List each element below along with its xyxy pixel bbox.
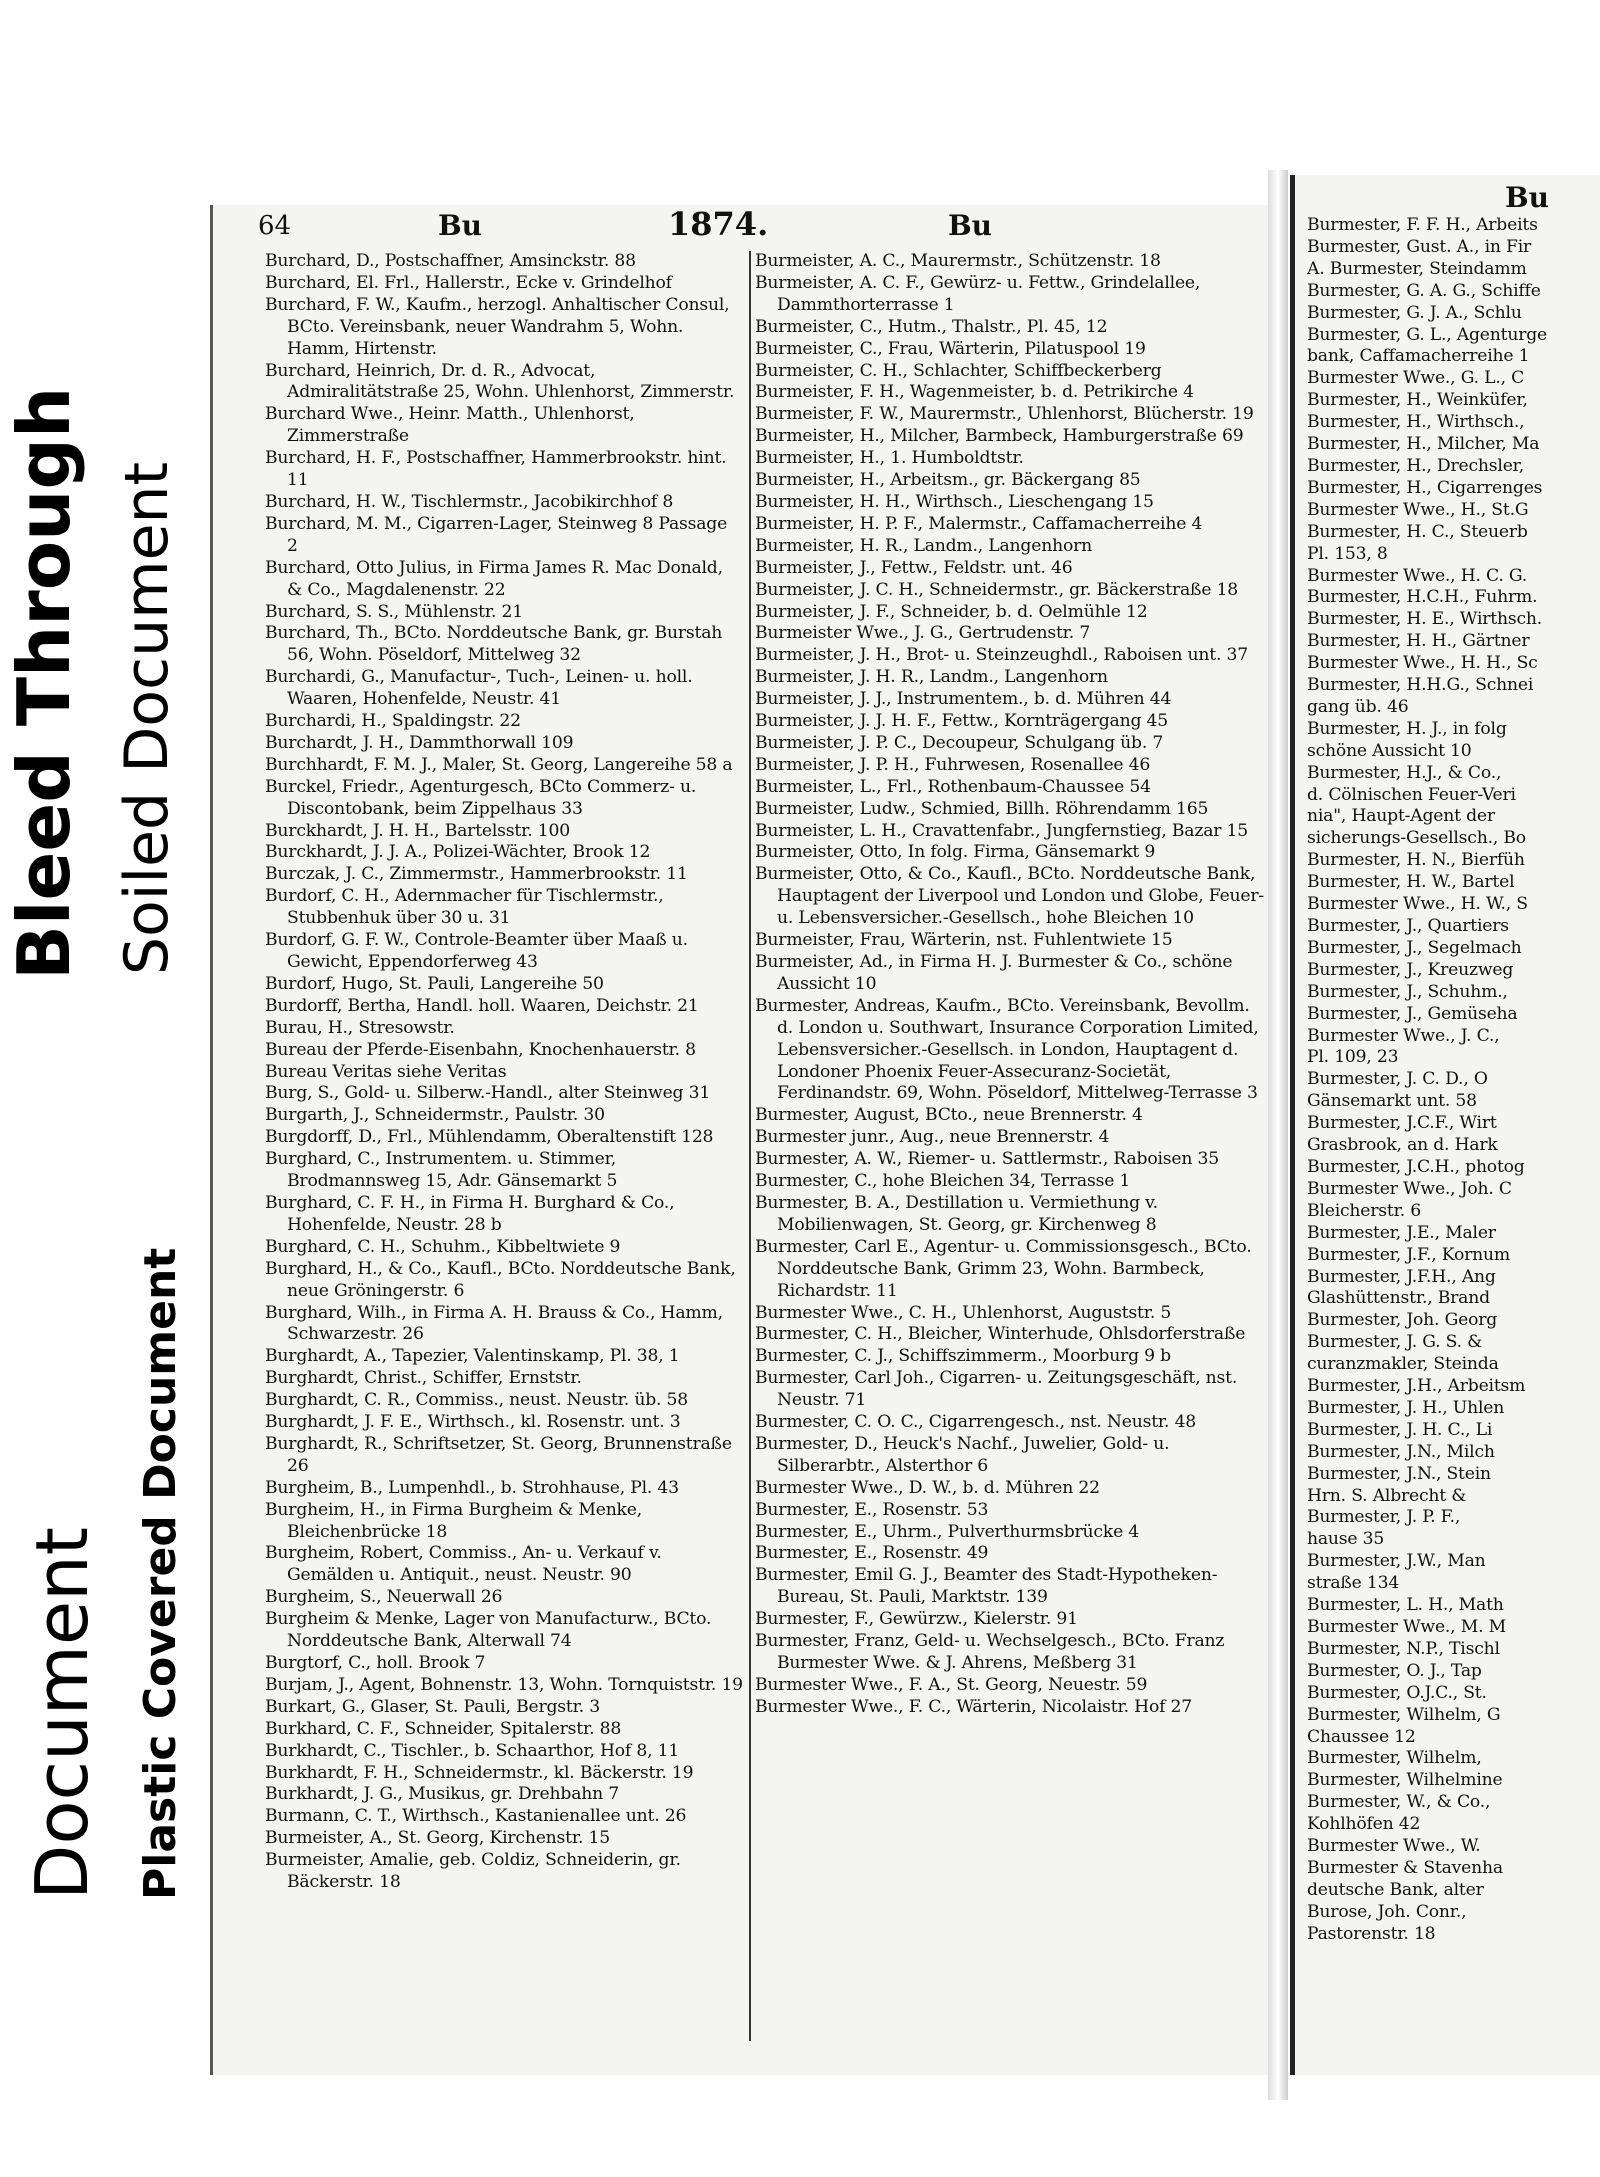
scan-margin	[0, 0, 200, 2177]
directory-entry: Burkhardt, F. H., Schneidermstr., kl. Bäckerstr. 19	[265, 1762, 694, 1783]
directory-entry: Burmester, D., Heuck's Nachf., Juwelier, Gold- u. Silberarbtr., Alsterthor 6	[755, 1433, 1170, 1476]
directory-entry: Burghardt, C. R., Commiss., neust. Neustr. üb. 58	[265, 1390, 688, 1411]
directory-entry: Burmester, J.N., Stein	[1307, 1463, 1491, 1484]
directory-entry: Kohlhöfen 42	[1307, 1814, 1421, 1835]
directory-entry: Burmester, J., Quartiers	[1307, 916, 1509, 936]
directory-entry: Burmester Wwe., J. C.,	[1307, 1025, 1500, 1046]
directory-entry: Burmeister, J. P. C., Decoupeur, Schulgang üb. 7	[755, 732, 1164, 753]
directory-entry: Burkhardt, C., Tischler., b. Schaarthor, Hof 8, 11	[265, 1740, 680, 1761]
directory-entry: Burgdorff, D., Frl., Mühlendamm, Oberaltenstift 128	[265, 1127, 714, 1148]
directory-entry: A. Burmester, Steindamm	[1307, 258, 1527, 279]
header-year: 1874.	[668, 205, 769, 243]
directory-entry: Burghard, Wilh., in Firma A. H. Brauss & Co., Hamm, Schwarzestr. 26	[265, 1302, 723, 1345]
directory-entry: Burmester, H., Wirthsch.,	[1307, 412, 1525, 433]
directory-entry: Burmester, J. H. C., Li	[1307, 1419, 1493, 1440]
directory-entry: Pl. 153, 8	[1307, 543, 1388, 564]
directory-entry: Burmester, G. L., Agenturge	[1307, 324, 1548, 345]
right-page-header: Bu	[1505, 181, 1550, 214]
directory-entry: Burmeister, J. J., Instrumentem., b. d. Mühren 44	[755, 689, 1172, 710]
directory-entry: Burmester, J.H., Arbeitsm	[1307, 1376, 1526, 1397]
directory-entry: Pl. 109, 23	[1307, 1047, 1399, 1068]
directory-entry: Burmester, J.C.F., Wirt	[1307, 1113, 1497, 1134]
directory-entry: Burmeister, Ludw., Schmied, Billh. Röhrendamm 165	[755, 798, 1209, 819]
directory-entry: Burghard, C. F. H., in Firma H. Burghard & Co., Hohenfelde, Neustr. 28 b	[265, 1192, 675, 1235]
directory-entry: Burmester, H. H., Gärtner	[1307, 631, 1530, 652]
directory-entry: Burmester, August, BCto., neue Brennerstr. 4	[755, 1105, 1143, 1126]
directory-entry: Burmester, H. E., Wirthsch.	[1307, 609, 1543, 630]
directory-entry: Burmester, H., Milcher, Ma	[1307, 434, 1540, 455]
directory-entry: Chaussee 12	[1307, 1726, 1416, 1747]
scan-background	[1195, 0, 1315, 190]
directory-entry: Burchard, El. Frl., Hallerstr., Ecke v. Grindelhof	[265, 272, 672, 293]
directory-entry: Burmester, H., Weinküfer,	[1307, 390, 1528, 411]
directory-entry: Burmeister, J. J. H. F., Fettw., Kornträgergang 45	[755, 711, 1169, 732]
directory-entry: Burmester, E., Rosenstr. 49	[755, 1543, 989, 1564]
directory-entry: Burmeister, H. H., Wirthsch., Lieschengang 15	[755, 491, 1154, 512]
directory-entry: Burmester, Franz, Geld- u. Wechselgesch., BCto. Franz Burmester Wwe. & J. Ahrens, Meßberg 31	[755, 1631, 1225, 1673]
directory-entry: Burmester Wwe., W.	[1307, 1836, 1481, 1857]
directory-entry: Burgheim, Robert, Commiss., An- u. Verkauf v. Gemälden u. Antiquit., neust. Neustr. 90	[265, 1543, 662, 1586]
directory-entry: Burmester, J., Gemüseha	[1307, 1003, 1518, 1024]
directory-entry: Burdorf, G. F. W., Controle-Beamter über Maaß u. Gewicht, Eppendorferweg 43	[265, 930, 688, 972]
directory-entry: Burmeister, J. P. H., Fuhrwesen, Rosenallee 46	[755, 754, 1151, 775]
directory-entry: Burmester, H.C.H., Fuhrm.	[1307, 587, 1538, 608]
directory-entry: Burghardt, A., Tapezier, Valentinskamp, Pl. 38, 1	[265, 1346, 680, 1367]
directory-entry: Burkhard, C. F., Schneider, Spitalerstr. 88	[265, 1718, 622, 1739]
directory-entry: Burmester, J.N., Milch	[1307, 1441, 1495, 1462]
directory-entry: Burmester, Wilhelm,	[1307, 1748, 1482, 1769]
directory-entry: Burose, Joh. Conr.,	[1307, 1901, 1467, 1922]
directory-entry: Burchard, H. F., Postschaffner, Hammerbrookstr. hint. 11	[265, 448, 727, 491]
directory-entry: Burmester, J. H., Uhlen	[1307, 1397, 1505, 1418]
directory-entry: deutsche Bank, alter	[1307, 1879, 1484, 1900]
right-page	[1290, 175, 1600, 2075]
header-right-section: Bu	[948, 209, 993, 242]
directory-entry: Burmester & Stavenha	[1307, 1857, 1503, 1878]
directory-entry: Burmester Wwe., H. H., Sc	[1307, 653, 1538, 674]
directory-entry: Burmester, E., Rosenstr. 53	[755, 1499, 989, 1520]
directory-entry: Burau, H., Stresowstr.	[265, 1017, 455, 1038]
directory-entry: Burkhardt, J. G., Musikus, gr. Drehbahn 7	[265, 1784, 619, 1805]
directory-entry: Burmann, C. T., Wirthsch., Kastanienallee unt. 26	[265, 1806, 687, 1827]
directory-entry: Gänsemarkt unt. 58	[1307, 1091, 1477, 1112]
directory-entry: Burmeister, A. C., Maurermstr., Schützenstr. 18	[755, 251, 1161, 271]
left-page	[210, 205, 1268, 2075]
directory-entry: Burmeister, Otto, In folg. Firma, Gänsemarkt 9	[755, 842, 1156, 863]
directory-entry: Burmester, W., & Co.,	[1307, 1792, 1491, 1813]
directory-entry: Burmester, H. J., in folg	[1307, 718, 1507, 739]
directory-entry: Burg, S., Gold- u. Silberw.-Handl., alter Steinweg 31	[265, 1083, 711, 1104]
directory-entry: Burmester, J.W., Man	[1307, 1551, 1486, 1572]
directory-entry: curanzmakler, Steinda	[1307, 1354, 1499, 1375]
directory-entry: Burmester, L. H., Math	[1307, 1595, 1504, 1616]
directory-entry: Burmester Wwe., C. H., Uhlenhorst, Auguststr. 5	[755, 1302, 1172, 1323]
directory-column-c	[1307, 215, 1600, 2005]
label-plastic-covered: Plastic Covered Document	[135, 1247, 186, 1900]
directory-entry: Bureau der Pferde-Eisenbahn, Knochenhauerstr. 8	[265, 1039, 696, 1060]
directory-entry: gang üb. 46	[1307, 696, 1409, 717]
directory-entry: Burmester, J., Schuhm.,	[1307, 981, 1508, 1002]
directory-entry: Burchardt, J. H., Dammthorwall 109	[265, 732, 574, 753]
directory-entry: Burchardi, H., Spaldingstr. 22	[265, 711, 521, 732]
directory-entry: Burmester, O. J., Tap	[1307, 1660, 1482, 1681]
directory-entry: Burmester, J.E., Maler	[1307, 1222, 1496, 1243]
directory-entry: Burmester, Carl Joh., Cigarren- u. Zeitungsgeschäft, nst. Neustr. 71	[755, 1368, 1238, 1411]
directory-entry: Burkart, G., Glaser, St. Pauli, Bergstr. 3	[265, 1696, 601, 1717]
directory-entry: Burmester, H., Drechsler,	[1307, 455, 1525, 476]
directory-entry: Burckel, Friedr., Agenturgesch, BCto Commerz- u. Discontobank, beim Zippelhaus 33	[265, 776, 697, 819]
directory-entry: Burckhardt, J. J. A., Polizei-Wächter, Brook 12	[265, 842, 651, 863]
directory-entry: Burchard, S. S., Mühlenstr. 21	[265, 601, 523, 622]
directory-entry: Burmeister, Amalie, geb. Coldiz, Schneiderin, gr. Bäckerstr. 18	[265, 1850, 681, 1893]
directory-entry: Burmester, J.C.H., photog	[1307, 1156, 1525, 1177]
directory-entry: Burdorff, Bertha, Handl. holl. Waaren, Deichstr. 21	[265, 995, 699, 1016]
label-soiled-document: Soiled Document	[112, 461, 182, 975]
directory-entry: Pastorenstr. 18	[1307, 1923, 1436, 1944]
directory-entry: Burchard, H. W., Tischlermstr., Jacobikirchhof 8	[265, 491, 674, 512]
directory-entry: Burmeister, H. R., Landm., Langenhorn	[755, 535, 1092, 556]
directory-entry: Burmester, H. C., Steuerb	[1307, 521, 1528, 542]
directory-entry: Burmester, G. A. G., Schiffe	[1307, 280, 1541, 301]
directory-entry: Burmester, Emil G. J., Beamter des Stadt-Hypotheken-Bureau, St. Pauli, Marktstr. 139	[755, 1565, 1218, 1608]
directory-entry: Burmester, J.F.H., Ang	[1307, 1266, 1496, 1287]
directory-entry: Burmeister, H., 1. Humboldtstr.	[755, 448, 1024, 469]
directory-entry: Burmeister, Otto, & Co., Kaufl., BCto. Norddeutsche Bank, Hauptagent der Liverpool und London und Globe, Feuer- u. Lebensversicher.-Gesellsch., hohe Bleichen 10	[755, 864, 1265, 929]
directory-entry: Burmester, C. H., Bleicher, Winterhude, Ohlsdorferstraße	[755, 1324, 1246, 1345]
directory-entry: Burchard, Otto Julius, in Firma James R. Mac Donald, & Co., Magdalenenstr. 22	[265, 557, 723, 600]
directory-entry: Burmester, Wilhelmine	[1307, 1770, 1503, 1791]
directory-entry: Burchard, M. M., Cigarren-Lager, Steinweg 8 Passage 2	[265, 513, 728, 556]
directory-entry: Burjam, J., Agent, Bohnenstr. 13, Wohn. Tornquiststr. 19	[265, 1674, 743, 1695]
directory-entry: Burmeister, H., Arbeitsm., gr. Bäckergang 85	[755, 470, 1141, 491]
directory-entry: Hrn. S. Albrecht &	[1307, 1485, 1467, 1506]
directory-entry: Burmester Wwe., H. W., S	[1307, 894, 1528, 915]
directory-entry: Burmester, H. N., Bierfüh	[1307, 850, 1525, 871]
directory-entry: Glashüttenstr., Brand	[1307, 1288, 1490, 1309]
directory-entry: Burmester Wwe., M. M	[1307, 1617, 1507, 1637]
directory-entry: Burmeister, J. F., Schneider, b. d. Oelmühle 12	[755, 601, 1148, 622]
directory-entry: Burghard, H., & Co., Kaufl., BCto. Norddeutsche Bank, neue Gröningerstr. 6	[265, 1258, 736, 1301]
directory-entry: Burchard, Th., BCto. Norddeutsche Bank, gr. Burstah 56, Wohn. Pöseldorf, Mittelweg 32	[265, 623, 723, 666]
directory-entry: Burgheim, B., Lumpenhdl., b. Strohhause, Pl. 43	[265, 1477, 679, 1498]
directory-entry: Burchard, D., Postschaffner, Amsinckstr. 88	[265, 251, 636, 271]
directory-entry: schöne Aussicht 10	[1307, 740, 1472, 761]
directory-entry: Burmester, C., hohe Bleichen 34, Terrasse 1	[755, 1171, 1131, 1192]
directory-entry: Burmester Wwe., D. W., b. d. Mühren 22	[755, 1477, 1100, 1498]
directory-entry: Burmester Wwe., F. C., Wärterin, Nicolaistr. Hof 27	[755, 1696, 1192, 1717]
directory-entry: Burchhardt, F. M. J., Maler, St. Georg, Langereihe 58 a	[265, 754, 733, 775]
directory-entry: Burmeister, L. H., Cravattenfabr., Jungfernstieg, Bazar 15	[755, 820, 1249, 841]
directory-entry: Burmeister, C., Frau, Wärterin, Pilatuspool 19	[755, 338, 1146, 359]
directory-entry: Bureau Veritas siehe Veritas	[265, 1061, 507, 1082]
directory-entry: Burgtorf, C., holl. Brook 7	[265, 1653, 486, 1673]
directory-entry: Burghard, C. H., Schuhm., Kibbeltwiete 9	[265, 1236, 621, 1257]
directory-entry: Burchard Wwe., Heinr. Matth., Uhlenhorst, Zimmerstraße	[265, 404, 635, 447]
directory-entry: Burmester, H. W., Bartel	[1307, 872, 1515, 893]
directory-entry: Burmeister, F. W., Maurermstr., Uhlenhorst, Blücherstr. 19	[755, 404, 1254, 425]
directory-entry: Burmester, Carl E., Agentur- u. Commissionsgesch., BCto. Norddeutsche Bank, Grimm 23, Wohn. Barmbeck, Richardstr. 11	[755, 1236, 1252, 1301]
directory-entry: Burmester junr., Aug., neue Brennerstr. 4	[755, 1127, 1110, 1148]
directory-entry: Burmester, Wilhelm, G	[1307, 1704, 1501, 1725]
directory-entry: Burghardt, Christ., Schiffer, Ernststr.	[265, 1368, 582, 1389]
directory-entry: Burchardi, G., Manufactur-, Tuch-, Leinen- u. holl. Waaren, Hohenfelde, Neustr. 41	[265, 667, 693, 710]
directory-entry: Burmester Wwe., G. L., C	[1307, 368, 1525, 389]
directory-entry: nia", Haupt-Agent der	[1307, 806, 1495, 827]
directory-entry: Burmeister, J. C. H., Schneidermstr., gr. Bäckerstraße 18	[755, 579, 1239, 600]
directory-entry: Burmester Wwe., F. A., St. Georg, Neuestr. 59	[755, 1674, 1148, 1695]
directory-entry: straße 134	[1307, 1573, 1400, 1594]
directory-entry: Burgheim & Menke, Lager von Manufacturw., BCto. Norddeutsche Bank, Alterwall 74	[265, 1609, 712, 1652]
directory-entry: Burgheim, S., Neuerwall 26	[265, 1587, 503, 1608]
directory-column-a	[265, 251, 743, 2041]
header-left-section: Bu	[438, 209, 483, 242]
directory-entry: Burmester, H.H.G., Schnei	[1307, 675, 1534, 696]
directory-entry: Burmester, F. F. H., Arbeits	[1307, 215, 1538, 235]
directory-entry: Burmeister, C., Hutm., Thalstr., Pl. 45, 12	[755, 316, 1108, 337]
label-document: Document	[20, 1526, 104, 1900]
directory-entry: Burmester, N.P., Tischl	[1307, 1638, 1500, 1659]
directory-entry: Burmester, H., Cigarrenges	[1307, 477, 1543, 498]
directory-entry: hause 35	[1307, 1529, 1385, 1550]
directory-entry: Burdorf, Hugo, St. Pauli, Langereihe 50	[265, 973, 604, 994]
directory-entry: Bleicherstr. 6	[1307, 1200, 1421, 1221]
directory-entry: Burmeister, F. H., Wagenmeister, b. d. Petrikirche 4	[755, 382, 1194, 403]
directory-entry: Burmester, H.J., & Co.,	[1307, 762, 1502, 783]
directory-entry: Burmester Wwe., H., St.G	[1307, 499, 1529, 520]
directory-entry: Burmester Wwe., H. C. G.	[1307, 565, 1528, 586]
directory-entry: Burmester, J. P. F.,	[1307, 1507, 1461, 1528]
directory-entry: Burmeister, H., Milcher, Barmbeck, Hamburgerstraße 69	[755, 426, 1244, 447]
book-binding	[1268, 170, 1288, 2100]
directory-entry: Burmeister, J. H. R., Landm., Langenhorn	[755, 667, 1108, 688]
directory-entry: Burmester, Andreas, Kaufm., BCto. Vereinsbank, Bevollm. d. London u. Southwart, Insurance Corporation Limited, Lebensversicher.-Gesellsch. in London, Hauptagent d. Londoner Phoenix Feuer-Assecuranz-Societät, Ferdinandstr. 69, Wohn. Pöseldorf, Mittelweg-Terrasse 3	[755, 995, 1259, 1104]
directory-entry: Burmeister, H. P. F., Malermstr., Caffamacherreihe 4	[755, 513, 1203, 534]
directory-column-b	[749, 251, 1265, 2041]
directory-entry: Burmester, C. O. C., Cigarrengesch., nst. Neustr. 48	[755, 1412, 1197, 1433]
directory-entry: Burmester, C. J., Schiffszimmerm., Moorburg 9 b	[755, 1346, 1171, 1367]
directory-entry: Burchard, Heinrich, Dr. d. R., Advocat, Admiralitätstraße 25, Wohn. Uhlenhorst, Zimmerstr.	[265, 360, 735, 403]
directory-entry: Burgheim, H., in Firma Burgheim & Menke, Bleichenbrücke 18	[265, 1499, 643, 1542]
directory-entry: Burmeister, A., St. Georg, Kirchenstr. 15	[265, 1828, 610, 1849]
page-number: 64	[258, 211, 292, 241]
directory-entry: Burmester, J., Segelmach	[1307, 937, 1522, 958]
directory-entry: Burmester, F., Gewürzw., Kielerstr. 91	[755, 1609, 1078, 1630]
directory-entry: Burmeister, J., Fettw., Feldstr. unt. 46	[755, 557, 1073, 578]
directory-entry: Burmeister, Ad., in Firma H. J. Burmester & Co., schöne Aussicht 10	[755, 952, 1233, 994]
directory-entry: Burghardt, R., Schriftsetzer, St. Georg, Brunnenstraße 26	[265, 1433, 732, 1476]
directory-entry: Burmester, B. A., Destillation u. Vermiethung v. Mobilienwagen, St. Georg, gr. Kirchenweg 8	[755, 1192, 1158, 1235]
directory-entry: Burmeister, Frau, Wärterin, nst. Fuhlentwiete 15	[755, 930, 1173, 951]
directory-entry: Burmester Wwe., Joh. C	[1307, 1178, 1512, 1199]
directory-entry: Burckhardt, J. H. H., Bartelsstr. 100	[265, 820, 570, 841]
directory-entry: Burmeister, L., Frl., Rothenbaum-Chaussee 54	[755, 776, 1151, 797]
directory-entry: Burmeister, A. C. F., Gewürz- u. Fettw., Grindelallee, Dammthorterrasse 1	[755, 272, 1201, 315]
directory-entry: Burczak, J. C., Zimmermstr., Hammerbrookstr. 11	[265, 864, 688, 885]
directory-entry: Burdorf, C. H., Adernmacher für Tischlermstr., Stubbenhuk über 30 u. 31	[265, 886, 664, 929]
directory-entry: Burmeister, C. H., Schlachter, Schiffbeckerberg	[755, 360, 1162, 381]
directory-entry: sicherungs-Gesellsch., Bo	[1307, 828, 1526, 849]
directory-entry: d. Cölnischen Feuer-Veri	[1307, 784, 1516, 805]
directory-entry: Burmeister, J. H., Brot- u. Steinzeughdl., Raboisen unt. 37	[755, 645, 1248, 666]
directory-entry: Burmester, G. J. A., Schlu	[1307, 302, 1522, 323]
directory-entry: Burmeister Wwe., J. G., Gertrudenstr. 7	[755, 623, 1091, 644]
directory-entry: Burmester, J.F., Kornum	[1307, 1244, 1510, 1265]
directory-entry: Burgarth, J., Schneidermstr., Paulstr. 30	[265, 1105, 605, 1126]
directory-entry: Burmester, Joh. Georg	[1307, 1310, 1498, 1331]
directory-entry: Burmester, A. W., Riemer- u. Sattlermstr., Raboisen 35	[755, 1149, 1219, 1170]
directory-entry: Burmester, O.J.C., St.	[1307, 1682, 1487, 1703]
directory-entry: Burchard, F. W., Kaufm., herzogl. Anhaltischer Consul, BCto. Vereinsbank, neuer Wandrahm 5, Wohn. Hamm, Hirtenstr.	[265, 294, 730, 359]
directory-entry: Grasbrook, an d. Hark	[1307, 1135, 1498, 1156]
directory-entry: Burmester, Gust. A., in Fir	[1307, 236, 1532, 257]
directory-entry: bank, Caffamacherreihe 1	[1307, 346, 1530, 367]
directory-entry: Burmester, E., Uhrm., Pulverthurmsbrücke 4	[755, 1521, 1140, 1542]
page-header	[213, 205, 1268, 251]
directory-entry: Burmester, J. C. D., O	[1307, 1069, 1488, 1090]
directory-entry: Burghardt, J. F. E., Wirthsch., kl. Rosenstr. unt. 3	[265, 1412, 681, 1433]
label-bleed-through: Bleed Through	[2, 386, 86, 980]
directory-entry: Burmester, J., Kreuzweg	[1307, 959, 1514, 980]
directory-entry: Burmester, J. G. S. &	[1307, 1332, 1483, 1353]
directory-entry: Burghard, C., Instrumentem. u. Stimmer, Brodmannsweg 15, Adr. Gänsemarkt 5	[265, 1149, 618, 1192]
